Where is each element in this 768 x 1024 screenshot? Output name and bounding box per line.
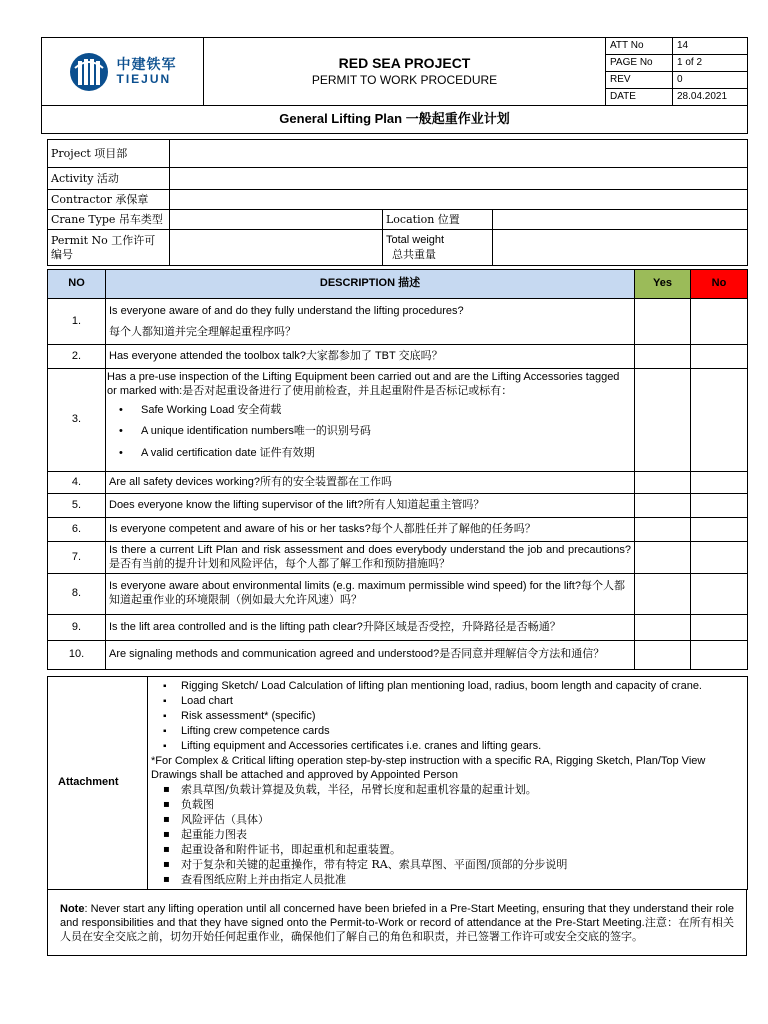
procedure-title: PERMIT TO WORK PROCEDURE — [311, 72, 498, 87]
attachment-table — [47, 676, 748, 890]
no-checkbox[interactable] — [691, 615, 748, 641]
yes-checkbox[interactable] — [635, 518, 691, 542]
no-checkbox[interactable] — [691, 641, 748, 670]
attachment-item-zh: ▪ 查看图纸应附上并由指定人员批准 — [151, 872, 744, 887]
item-description: Is everyone aware about environmental limits (e.g. maximum permissible wind speed) for the lift?每个人都知道起重作业的环境限制（例如最大允许风速）吗？ — [106, 574, 635, 615]
total-weight-label — [383, 230, 493, 266]
item-description — [106, 299, 635, 345]
col-no-answer-header: No — [691, 270, 748, 299]
total-weight-zh: 总共重量 — [392, 247, 436, 261]
attachment-item-zh: ▪ 对于复杂和关键的起重操作，带有特定 RA、索具草图、平面图/顶部的分步说明 — [151, 857, 744, 872]
total-weight-value[interactable] — [493, 230, 748, 266]
attachment-label: Attachment — [48, 677, 148, 890]
no-checkbox[interactable] — [691, 494, 748, 518]
no-checkbox[interactable] — [691, 345, 748, 369]
attachment-item: ▪ Lifting crew competence cards — [151, 724, 744, 739]
bullet-item: • A valid certification date 证件有效期 — [107, 447, 631, 461]
project-label: Project 项目部 — [48, 140, 170, 168]
attachment-item-zh: ▪ 索具草图/负载计算提及负载，半径，吊臂长度和起重机容量的起重计划。 — [151, 782, 744, 797]
attachment-item: ▪ Rigging Sketch/ Load Calculation of lifting plan mentioning load, radius, boom length and capacity of crane. — [151, 679, 744, 694]
plan-title: General Lifting Plan 一般起重作业计划 — [42, 106, 748, 134]
item-number: 1. — [48, 299, 106, 345]
item-description: Is the lift area controlled and is the lifting path clear?升降区域是否受控，升降路径是否畅通？ — [106, 615, 635, 641]
yes-checkbox[interactable] — [635, 299, 691, 345]
contractor-label: Contractor 承保章 — [48, 190, 170, 210]
col-description-header: DESCRIPTION 描述 — [106, 270, 635, 299]
attachment-item-zh: ▪ 负载图 — [151, 797, 744, 812]
note-label: Note — [60, 902, 85, 915]
no-checkbox[interactable] — [691, 574, 748, 615]
yes-checkbox[interactable] — [635, 542, 691, 574]
crane-type-label: Crane Type 吊车类型 — [48, 210, 170, 230]
yes-checkbox[interactable] — [635, 345, 691, 369]
meta-label: ATT No — [606, 38, 673, 55]
item-number: 3. — [48, 369, 106, 472]
activity-label: Activity 活动 — [48, 168, 170, 190]
item-text: Is everyone aware of and do they fully understand the lifting procedures? — [109, 304, 464, 317]
attachment-item-zh: ▪ 风险评估（具体） — [151, 812, 744, 827]
no-checkbox[interactable] — [691, 542, 748, 574]
project-title: RED SEA PROJECT — [338, 55, 471, 72]
activity-value[interactable] — [170, 168, 748, 190]
attachment-item-zh: ▪ 起重能力图表 — [151, 827, 744, 842]
bullet-item: • Safe Working Load 安全荷载 — [107, 404, 631, 418]
item-number: 6. — [48, 518, 106, 542]
attachment-content — [148, 677, 748, 890]
item-description: Are all safety devices working?所有的安全装置都在工作吗 — [106, 472, 635, 494]
meta-value: 1 of 2 — [673, 55, 748, 72]
meta-label: REV — [606, 72, 673, 89]
meta-label: DATE — [606, 89, 673, 106]
document-header — [41, 37, 748, 134]
attachment-list-zh — [151, 782, 744, 887]
meta-value: 14 — [673, 38, 748, 55]
item-description — [106, 369, 635, 472]
meta-value: 0 — [673, 72, 748, 89]
tiejun-logo-icon — [69, 52, 109, 92]
location-label: Location 位置 — [383, 210, 493, 230]
note-table — [47, 889, 747, 956]
no-checkbox[interactable] — [691, 472, 748, 494]
col-yes-header: Yes — [635, 270, 691, 299]
checklist-table — [47, 269, 748, 670]
meta-label: PAGE No — [606, 55, 673, 72]
note-cell — [48, 890, 747, 956]
attachment-item: ▪ Load chart — [151, 694, 744, 709]
item-number: 7. — [48, 542, 106, 574]
item-number: 4. — [48, 472, 106, 494]
yes-checkbox[interactable] — [635, 615, 691, 641]
item-text-zh: 每个人都知道并完全理解起重程序吗？ — [109, 324, 296, 338]
title-cell — [204, 38, 606, 106]
bullet-item: • A unique identification numbers唯一的识别号码 — [107, 425, 631, 439]
attachment-list-en — [151, 679, 744, 754]
yes-checkbox[interactable] — [635, 641, 691, 670]
permit-no-label: Permit No 工作许可编号 — [48, 230, 170, 266]
company-name-cn: 中建铁军 — [116, 56, 177, 73]
item-number: 5. — [48, 494, 106, 518]
no-checkbox[interactable] — [691, 299, 748, 345]
item-bullet-list — [107, 404, 631, 461]
attachment-item: ▪ Risk assessment* (specific) — [151, 709, 744, 724]
item-description: Are signaling methods and communication agreed and understood?是否同意并理解信令方法和通信？ — [106, 641, 635, 670]
info-table — [47, 139, 748, 266]
item-number: 8. — [48, 574, 106, 615]
note-text-zh: 注意：在所有相关人员在安全交底之前，切勿开始任何起重作业，确保他们了解自己的角色和职责，并已签署工作许可或安全交底的签字。 — [60, 915, 734, 943]
col-no-header: NO — [48, 270, 106, 299]
meta-value: 28.04.2021 — [673, 89, 748, 106]
item-number: 9. — [48, 615, 106, 641]
crane-type-value[interactable] — [170, 210, 383, 230]
company-logo-cell — [42, 38, 204, 106]
item-number: 10. — [48, 641, 106, 670]
attachment-item-zh: ▪ 起重设备和附件证书，即起重机和起重装置。 — [151, 842, 744, 857]
item-description: Does everyone know the lifting supervisor of the lift?所有人知道起重主管吗？ — [106, 494, 635, 518]
yes-checkbox[interactable] — [635, 472, 691, 494]
total-weight-en: Total weight — [386, 233, 445, 246]
item-text: Has a pre-use inspection of the Lifting Equipment been carried out and are the Lifting Accessories tagged or marked with:是否对起重设备进行了使用前检查，并且起重附件是否标记或标有： — [107, 371, 620, 397]
yes-checkbox[interactable] — [635, 494, 691, 518]
item-description: Has everyone attended the toolbox talk?大家都参加了 TBT 交底吗？ — [106, 345, 635, 369]
item-description: Is everyone competent and aware of his or her tasks?每个人都胜任并了解他的任务吗？ — [106, 518, 635, 542]
location-value[interactable] — [493, 210, 748, 230]
attachment-note-en: *For Complex & Critical lifting operation step-by-step instruction with a specific RA, Rigging Sketch, Plan/Top View Drawings shall be attached and approved by Appointed Person — [151, 755, 706, 781]
item-number: 2. — [48, 345, 106, 369]
no-checkbox[interactable] — [691, 518, 748, 542]
yes-checkbox[interactable] — [635, 574, 691, 615]
item-description: Is there a current Lift Plan and risk assessment and does everybody understand the job and precautions?是否有当前的提升计划和风险评估，每个人都了解工作和预防措施吗？ — [106, 542, 635, 574]
permit-no-value[interactable] — [170, 230, 383, 266]
company-name-en: TIEJUN — [116, 71, 172, 86]
no-checkbox[interactable] — [691, 369, 748, 472]
attachment-item: ▪ Lifting equipment and Accessories certificates i.e. cranes and lifting gears. — [151, 739, 744, 754]
project-value[interactable] — [170, 140, 748, 168]
contractor-value[interactable] — [170, 190, 748, 210]
note-text-en: : Never start any lifting operation until all concerned have been briefed in a Pre-Start Meeting, ensuring that they understand their role and responsibilities and that they have signed onto the Permit-to-Work or record of attendance at the Pre-Start Meeting. — [60, 902, 734, 929]
yes-checkbox[interactable] — [635, 369, 691, 472]
